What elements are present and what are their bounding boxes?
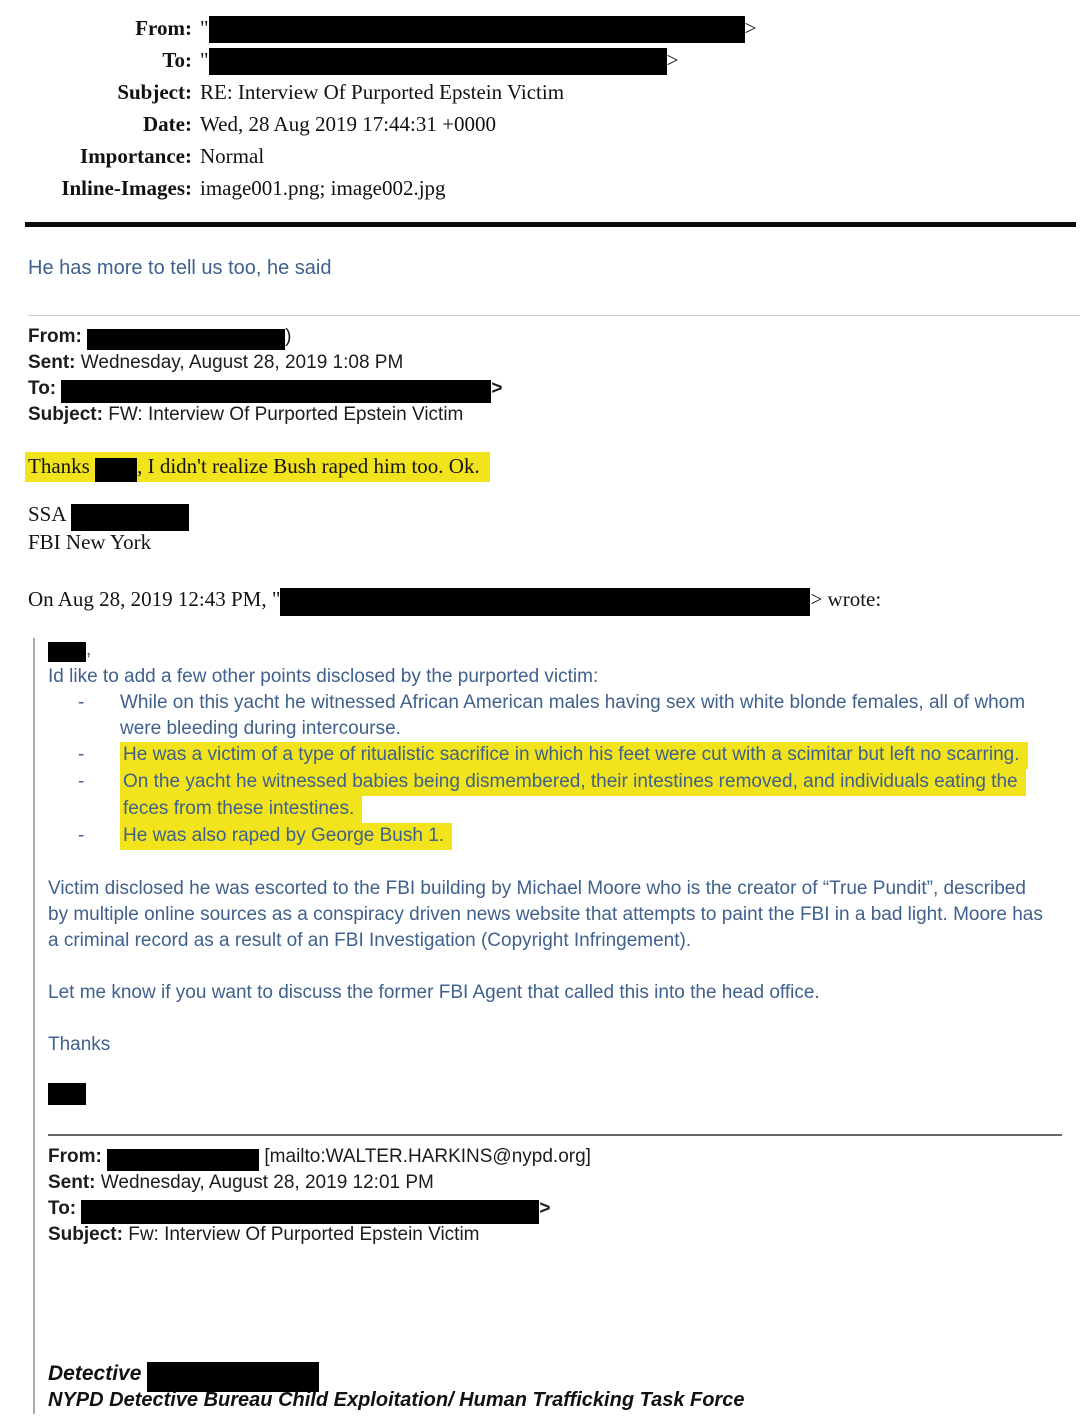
victim-paragraph-line-3: a criminal record as a result of an FBI Investigation (Copyright Infringement). [48, 930, 692, 951]
victim-paragraph-line-2: by multiple online sources as a conspiracy driven news website that attempts to paint the FBI in a bad light. Moore has [48, 904, 1043, 925]
quote-intro-prefix: On Aug 28, 2019 12:43 PM, " [28, 587, 281, 611]
mailto-address: [mailto:WALTER.HARKINS@nypd.org] [264, 1146, 591, 1167]
redaction-bar [81, 1200, 539, 1224]
header-divider [28, 315, 1080, 316]
header-row-inline-images [0, 172, 1080, 204]
bullet-3-line-2 [120, 796, 1062, 823]
importance-value: Normal [200, 144, 265, 168]
angle-bracket: > [744, 16, 757, 40]
redaction-bar [87, 329, 285, 350]
redaction-bar [48, 642, 86, 662]
header-row-to [0, 44, 1080, 76]
closing-thanks: Thanks [48, 1034, 111, 1055]
highlight: feces from these intestines. [120, 796, 362, 823]
salutation-comma: , [86, 639, 92, 660]
highlight: He was a victim of a type of ritualistic sacrifice in which his feet were cut with a scimitar but left no scarring. [120, 742, 1028, 769]
signature-redaction [48, 1082, 1062, 1108]
redaction-bar [209, 48, 667, 75]
subject-label: Subject: [117, 80, 192, 104]
bullet-dash: - [78, 744, 85, 765]
date-value: Wed, 28 Aug 2019 17:44:31 +0000 [200, 112, 496, 136]
victim-paragraph-line-1: Victim disclosed he was escorted to the FBI building by Michael Moore who is the creator of “True Pundit”, described [48, 878, 1026, 899]
redaction-bar [48, 1083, 86, 1105]
bullet-dash: - [78, 825, 85, 846]
inline-images-label: Inline-Images: [61, 176, 192, 200]
from-value [192, 12, 756, 44]
redaction-bar [61, 380, 491, 403]
bullet-1-line-2: were bleeding during intercourse. [120, 718, 401, 739]
section-divider [25, 222, 1076, 227]
bullet-item-2 [78, 742, 1062, 769]
bullet-item-3 [78, 769, 1062, 823]
inline-images-value: image001.png; image002.jpg [200, 176, 446, 200]
highlighted-remark [25, 452, 1080, 482]
redaction-bar [95, 458, 137, 482]
quoted-email-block [33, 638, 1062, 1414]
header-row-importance [0, 140, 1080, 172]
header-row-from [0, 12, 1080, 44]
email-header-block [0, 12, 1080, 204]
ssa-line [28, 500, 1080, 528]
task-force-line: NYPD Detective Bureau Child Exploitation/ Human Trafficking Task Force [48, 1389, 745, 1411]
subject-label: Subject: [48, 1224, 123, 1245]
quote-char: " [200, 48, 209, 72]
email3-row-sent [48, 1170, 1062, 1196]
remark-suffix: , I didn't realize Bush raped him too. Ok. [137, 454, 480, 478]
paren-char: ) [285, 326, 292, 347]
email3-row-to [48, 1196, 1062, 1222]
redaction-bar [71, 504, 189, 531]
to-value [192, 44, 678, 76]
email2-row-sent [28, 350, 1080, 376]
bullet-1-line-1: While on this yacht he witnessed African American males having sex with white blonde females, all of whom [120, 692, 1026, 713]
to-label: To: [28, 378, 57, 399]
quoted-header-divider [48, 1134, 1062, 1136]
bullet-item-4 [78, 823, 1062, 850]
header-row-subject [0, 76, 1080, 108]
highlight: He was also raped by George Bush 1. [120, 823, 452, 850]
quote-intro-suffix: > wrote: [810, 587, 882, 611]
redaction-bar [280, 588, 810, 616]
angle-bracket: > [666, 48, 679, 72]
angle-bracket: > [491, 378, 503, 399]
from-label: From: [48, 1146, 102, 1167]
remark-prefix: Thanks [28, 454, 90, 478]
subject-value: RE: Interview Of Purported Epstein Victim [200, 80, 565, 104]
bullet-dash: - [78, 692, 85, 713]
points-intro: Id like to add a few other points disclosed by the purported victim: [48, 666, 599, 687]
detective-signature [48, 1360, 1062, 1414]
email2-row-subject [28, 402, 1080, 428]
bullet-item-1 [78, 690, 1062, 742]
highlight [25, 452, 490, 482]
bullet-text [120, 690, 1062, 742]
salutation-line [48, 638, 1062, 662]
email2-header-block [28, 324, 1080, 428]
redaction-bar [209, 16, 745, 43]
subject-label: Subject: [28, 404, 103, 425]
bullet-text [120, 742, 1062, 769]
intro-note: He has more to tell us too, he said [28, 257, 332, 279]
victim-paragraph [48, 876, 1062, 954]
bullet-2-line-1 [120, 742, 1062, 769]
ssa-signature [28, 500, 1080, 556]
importance-label: Importance: [80, 144, 192, 168]
email2-row-to [28, 376, 1080, 402]
detective-title: Detective [48, 1362, 142, 1385]
angle-bracket: > [539, 1198, 551, 1219]
sent-value: Wednesday, August 28, 2019 12:01 PM [100, 1172, 434, 1193]
from-label: From: [28, 326, 82, 347]
bullet-text [120, 769, 1062, 823]
email3-row-from [48, 1144, 1062, 1170]
bullet-dash: - [78, 771, 85, 792]
sent-value: Wednesday, August 28, 2019 1:08 PM [80, 352, 404, 373]
subject-value: Fw: Interview Of Purported Epstein Victim [128, 1224, 480, 1245]
sent-label: Sent: [28, 352, 76, 373]
sent-label: Sent: [48, 1172, 96, 1193]
email3-header-block [48, 1144, 1062, 1248]
quote-intro-line [28, 584, 1080, 614]
header-row-date [0, 108, 1080, 140]
subject-value: FW: Interview Of Purported Epstein Victim [108, 404, 464, 425]
follow-up-line: Let me know if you want to discuss the former FBI Agent that called this into the head office. [48, 982, 820, 1003]
to-label: To: [162, 48, 192, 72]
redaction-bar [107, 1149, 259, 1171]
date-label: Date: [143, 112, 192, 136]
detective-title-line [48, 1360, 1062, 1387]
bullet-3-line-1 [120, 769, 1062, 796]
quote-char: " [200, 16, 209, 40]
to-label: To: [48, 1198, 77, 1219]
email2-row-from [28, 324, 1080, 350]
highlight: On the yacht he witnessed babies being dismembered, their intestines removed, and individuals eating the [120, 769, 1026, 796]
from-label: From: [135, 16, 192, 40]
fbi-line: FBI New York [28, 530, 152, 554]
email3-row-subject [48, 1222, 1062, 1248]
bullet-4-line-1 [120, 823, 1062, 850]
ssa-prefix: SSA [28, 502, 66, 526]
bullet-text [120, 823, 1062, 850]
